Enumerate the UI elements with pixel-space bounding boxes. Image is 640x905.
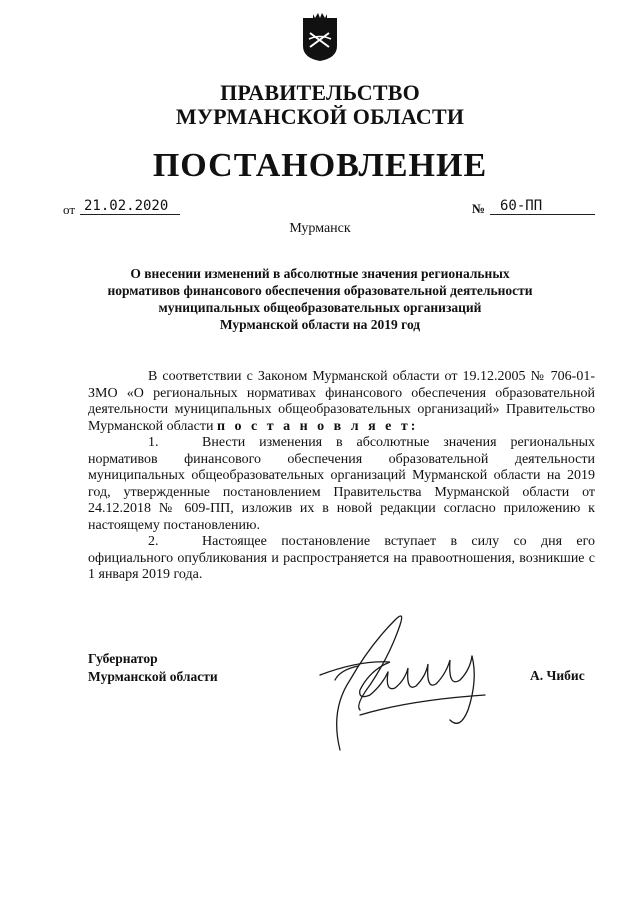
title-line: Мурманской области на 2019 год — [219, 317, 421, 332]
number-label: № — [472, 201, 486, 216]
number-value: 60-ПП — [490, 198, 595, 215]
coat-of-arms-emblem — [301, 12, 339, 62]
signer-name: А. Чибис — [530, 668, 585, 683]
date-value: 21.02.2020 — [80, 198, 180, 215]
preamble-paragraph — [88, 369, 595, 435]
signer-position — [88, 650, 218, 686]
signer-position-line-2: Мурманской области — [88, 669, 218, 684]
item-1-number: 1. — [148, 435, 159, 450]
org-line-1: ПРАВИТЕЛЬСТВО — [220, 80, 420, 105]
title-line: муниципальных общеобразовательных организаций — [158, 300, 482, 315]
item-2-number: 2. — [148, 534, 159, 549]
handwritten-signature — [300, 600, 500, 760]
preamble-text: В соответствии с Законом Мурманской области от 19.12.2005 № 706-01-ЗМО «О региональных нормативах финансового обеспечения образовательной деятельности муниципальных общеобразовательных организаций» Правительство Мурманской области — [88, 369, 595, 434]
signer-position-line-1: Губернатор — [88, 651, 158, 666]
document-type: ПОСТАНОВЛЕНИЕ — [152, 147, 488, 184]
organization-name — [0, 81, 640, 129]
title-line: нормативов финансового обеспечения образовательной деятельности — [107, 283, 533, 298]
title-line: О внесении изменений в абсолютные значения региональных — [130, 266, 510, 281]
date-label: от — [63, 202, 76, 217]
item-1-text: Внести изменения в абсолютные значения региональных нормативов финансового обеспечения образовательной деятельности муниципальных общеобразовательных организаций Мурманской области на 2019 год, утвержденные постановлением Правительства Мурманской области от 24.12.2018 № 609-ПП, изложив их в новой редакции согласно приложению к настоящему постановлению. — [88, 435, 595, 533]
item-2-text: Настоящее постановление вступает в силу со дня его официального опубликования и распространяется на правоотношения, возникшие с 1 января 2019 года. — [88, 534, 595, 582]
item-1-paragraph — [88, 435, 595, 534]
decree-word: п о с т а н о в л я е т: — [216, 418, 419, 434]
document-title — [60, 265, 580, 333]
document-body — [88, 369, 595, 584]
item-2-paragraph — [88, 534, 595, 584]
city: Мурманск — [289, 221, 351, 236]
org-line-2: МУРМАНСКОЙ ОБЛАСТИ — [175, 104, 465, 129]
